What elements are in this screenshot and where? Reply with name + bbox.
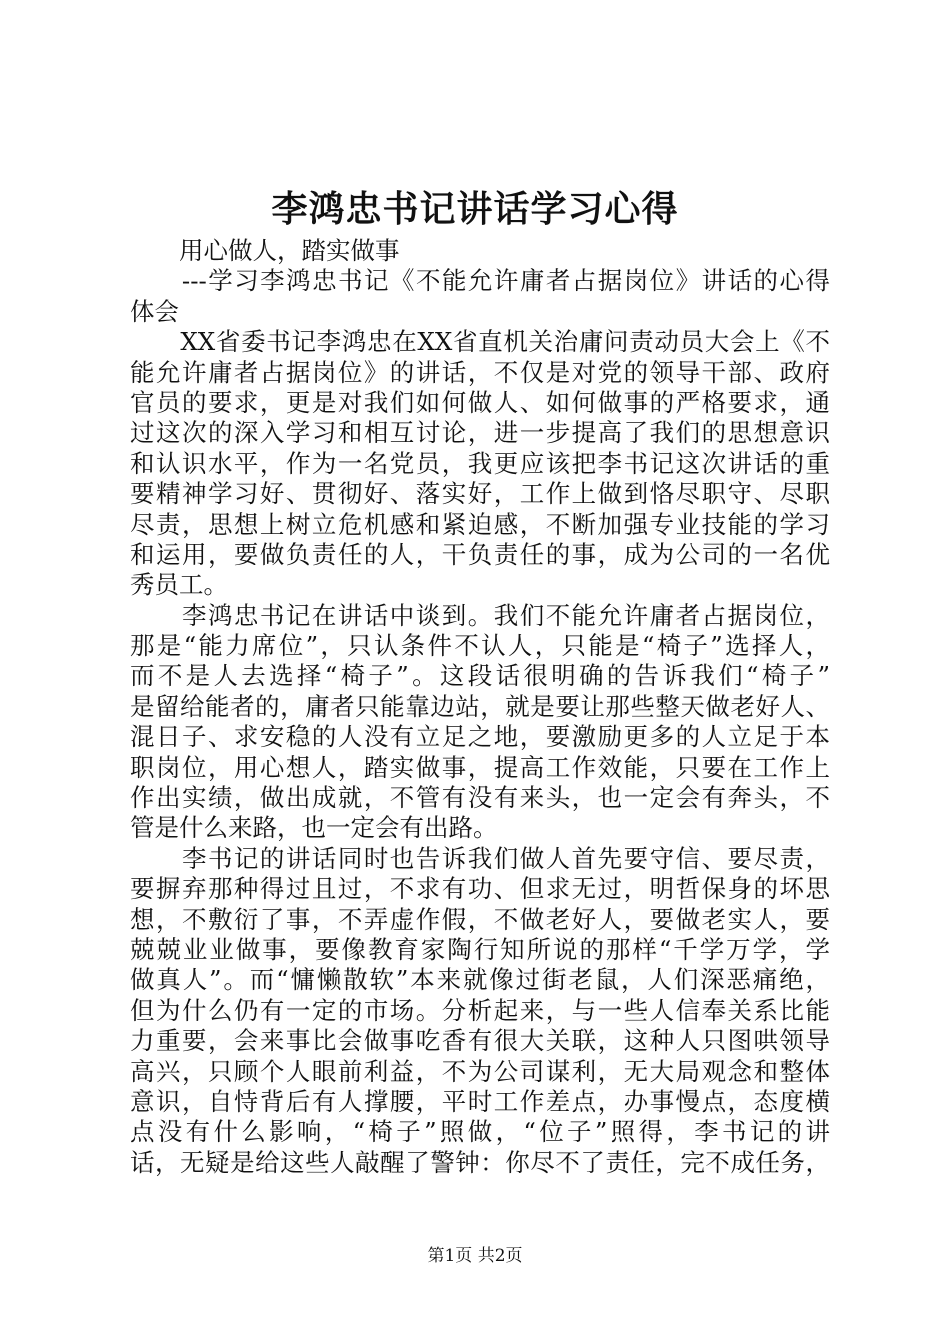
- text-line: 体会: [130, 296, 179, 326]
- text-line: 和认识水平，作为一名党员，我更应该把李书记这次讲话的重: [130, 448, 830, 478]
- page-footer: 第1页 共2页: [427, 1246, 523, 1266]
- text-line: 作出实绩，做出成就，不管有没有来头，也一定会有奔头，不: [130, 783, 830, 813]
- text-line: 兢兢业业做事，要像教育家陶行知所说的那样“千学万学，学: [130, 934, 830, 964]
- page-title: 李鸿忠书记讲话学习心得: [271, 188, 679, 230]
- text-line: 要精神学习好、贯彻好、落实好，工作上做到恪尽职守、尽职: [130, 479, 830, 509]
- text-line: 能允许庸者占据岗位》的讲话，不仅是对党的领导干部、政府: [130, 357, 830, 387]
- text-line: 秀员工。: [130, 570, 228, 600]
- text-line: 做真人”。而“慵懒散软”本来就像过街老鼠，人们深恶痛绝，: [130, 965, 830, 995]
- text-line: 但为什么仍有一定的市场。分析起来，与一些人信奉关系比能: [130, 995, 830, 1025]
- text-line: 职岗位，用心想人，踏实做事，提高工作效能，只要在工作上: [130, 752, 830, 782]
- text-line: 管是什么来路，也一定会有出路。: [130, 813, 498, 843]
- text-line: 和运用，要做负责任的人，干负责任的事，成为公司的一名优: [130, 539, 830, 569]
- text-line: 是留给能者的，庸者只能靠边站，就是要让那些整天做老好人、: [130, 691, 830, 721]
- text-line: 力重要，会来事比会做事吃香有很大关联，这种人只图哄领导: [130, 1026, 830, 1056]
- text-line: 想，不敷衍了事，不弄虚作假，不做老好人，要做老实人，要: [130, 904, 830, 934]
- text-line: 话，无疑是给这些人敲醒了警钟：你尽不了责任，完不成任务，: [130, 1147, 830, 1177]
- text-line: 用心做人，踏实做事: [130, 236, 400, 265]
- text-line: 李鸿忠书记在讲话中谈到。我们不能允许庸者占据岗位，: [130, 600, 830, 630]
- document-body: [130, 236, 830, 1178]
- text-line: 李书记的讲话同时也告诉我们做人首先要守信、要尽责，: [130, 843, 830, 873]
- text-line: XX省委书记李鸿忠在XX省直机关治庸问责动员大会上《不: [130, 327, 830, 357]
- text-line: 意识，自恃背后有人撑腰，平时工作差点，办事慢点，态度横: [130, 1086, 830, 1116]
- text-line: 高兴，只顾个人眼前利益，不为公司谋利，无大局观念和整体: [130, 1056, 830, 1086]
- text-line: 而不是人去选择“椅子”。这段话很明确的告诉我们“椅子”: [130, 661, 830, 691]
- text-line: 尽责，思想上树立危机感和紧迫感，不断加强专业技能的学习: [130, 509, 830, 539]
- text-line: 混日子、求安稳的人没有立足之地，要激励更多的人立足于本: [130, 722, 830, 752]
- text-line: 官员的要求，更是对我们如何做人、如何做事的严格要求，通: [130, 387, 830, 417]
- text-line: 点没有什么影响，“椅子”照做，“位子”照得，李书记的讲: [130, 1117, 830, 1147]
- text-line: 过这次的深入学习和相互讨论，进一步提高了我们的思想意识: [130, 418, 830, 448]
- text-line: 那是“能力席位”，只认条件不认人，只能是“椅子”选择人，: [130, 631, 830, 661]
- text-line: 要摒弃那种得过且过，不求有功、但求无过，明哲保身的坏思: [130, 874, 830, 904]
- text-line: ---学习李鸿忠书记《不能允许庸者占据岗位》讲话的心得: [130, 266, 830, 296]
